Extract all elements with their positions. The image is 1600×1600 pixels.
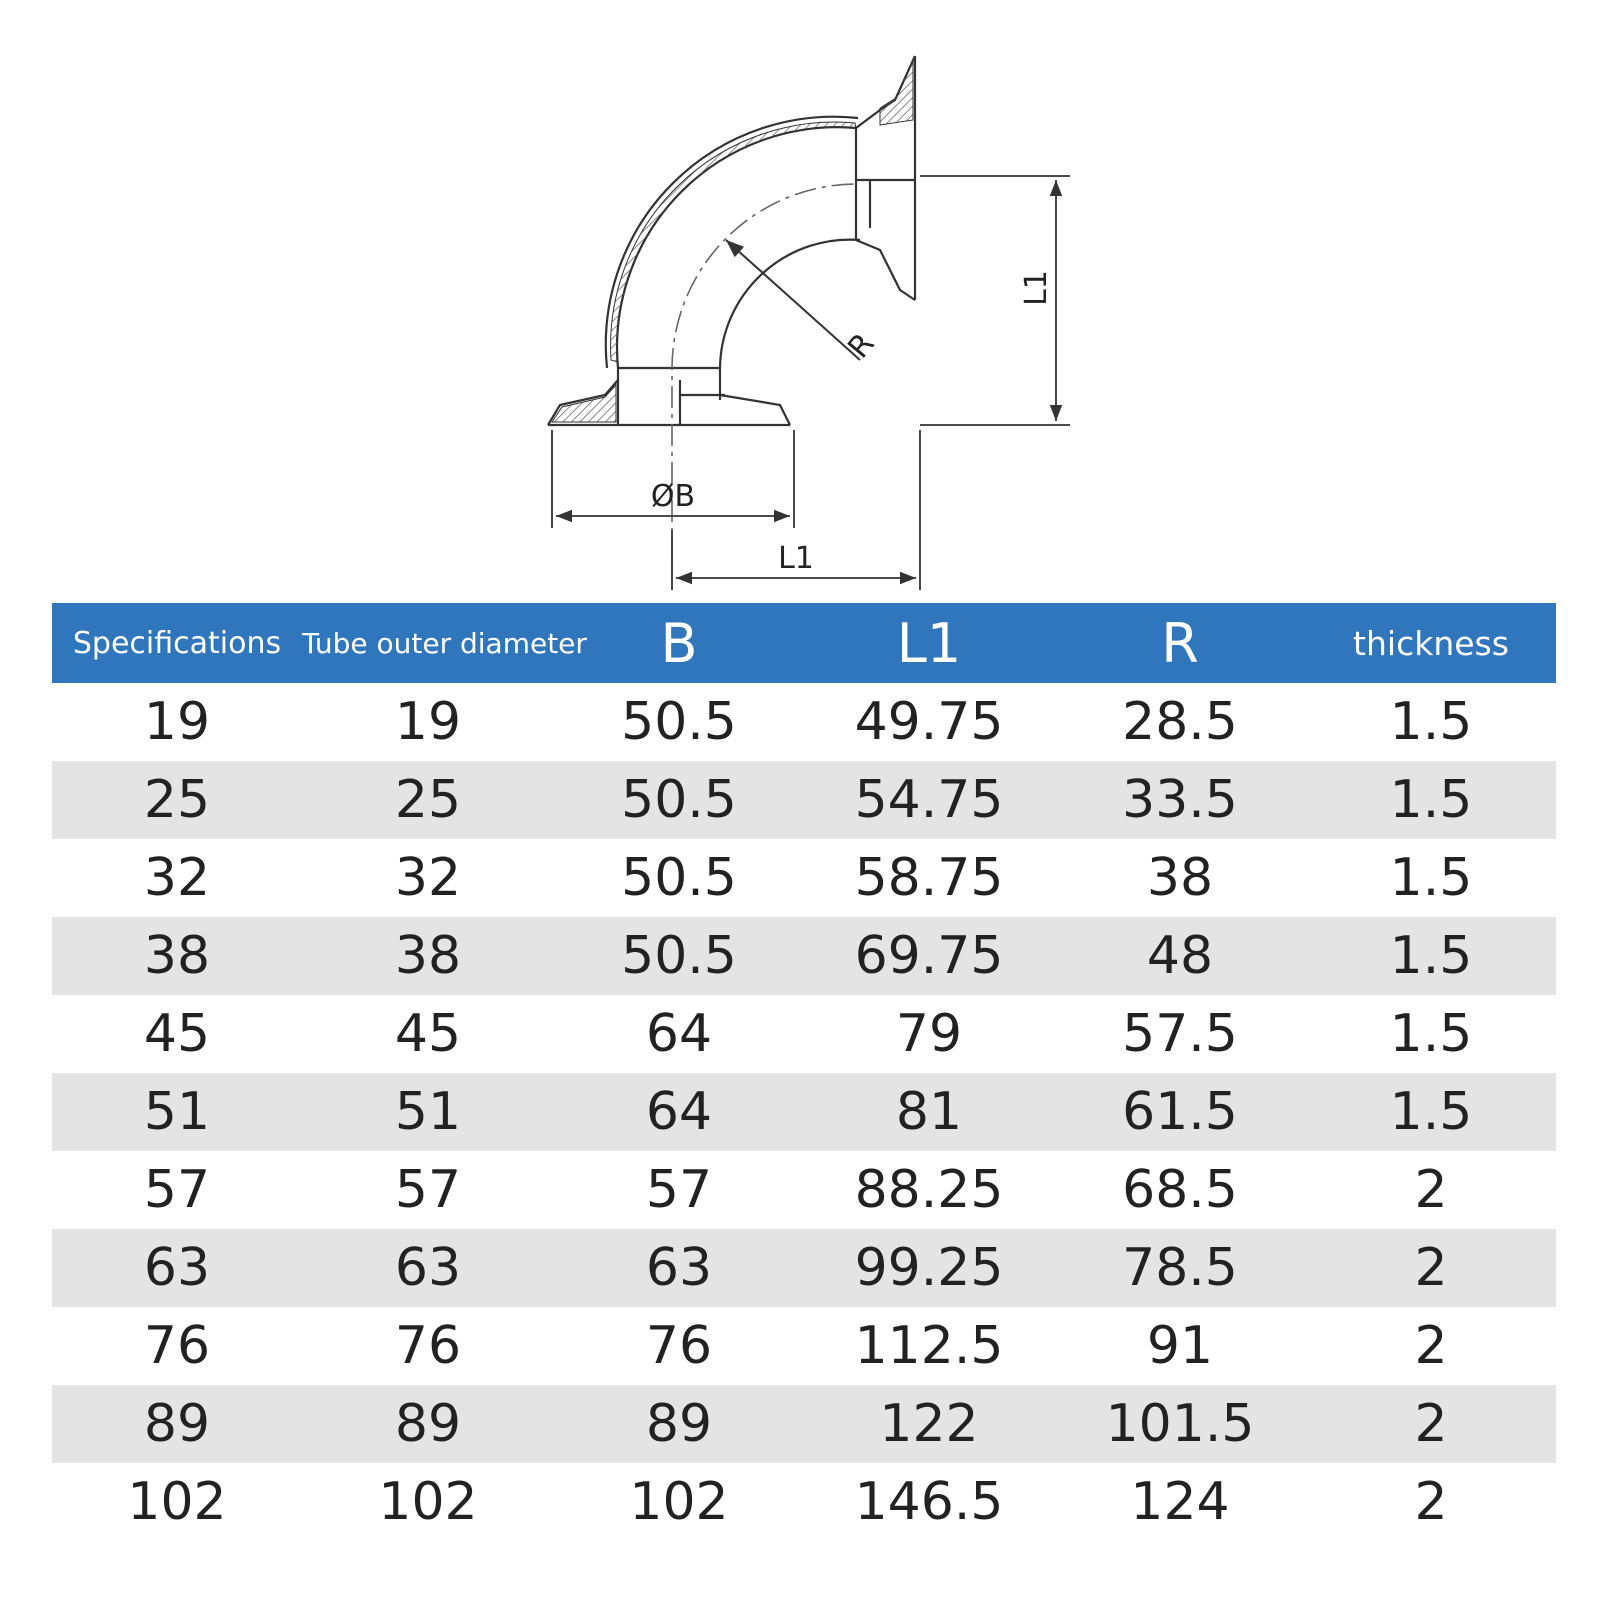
header-tube-outer-diameter: Tube outer diameter xyxy=(302,626,587,660)
cell-l1: 112.5 xyxy=(854,1316,1004,1376)
cell-tube-outer-diameter: 102 xyxy=(378,1472,478,1532)
cell-b: 50.5 xyxy=(621,848,737,908)
cell-tube-outer-diameter: 57 xyxy=(394,1160,462,1220)
cell-r: 78.5 xyxy=(1122,1238,1238,1298)
cell-thickness: 2 xyxy=(1414,1394,1448,1454)
cell-l1: 58.75 xyxy=(854,848,1004,908)
cell-thickness: 1.5 xyxy=(1389,1004,1473,1064)
cell-r: 33.5 xyxy=(1122,770,1238,830)
table-row xyxy=(52,761,1556,839)
table-row xyxy=(52,1463,1556,1541)
cell-tube-outer-diameter: 89 xyxy=(394,1394,462,1454)
table-row xyxy=(52,1073,1556,1151)
cell-l1: 54.75 xyxy=(854,770,1004,830)
cell-tube-outer-diameter: 76 xyxy=(394,1316,462,1376)
table-row xyxy=(52,1385,1556,1463)
cell-tube-outer-diameter: 19 xyxy=(394,692,462,752)
cell-r: 61.5 xyxy=(1122,1082,1238,1142)
cell-tube-outer-diameter: 63 xyxy=(394,1238,462,1298)
cell-thickness: 1.5 xyxy=(1389,926,1473,986)
cell-r: 124 xyxy=(1130,1472,1230,1532)
radius-dimension xyxy=(726,240,860,360)
cell-b: 50.5 xyxy=(621,770,737,830)
cell-tube-outer-diameter: 45 xyxy=(394,1004,462,1064)
cell-l1: 69.75 xyxy=(854,926,1004,986)
cell-specification: 32 xyxy=(143,848,211,908)
header-thickness: thickness xyxy=(1353,623,1509,663)
cell-specification: 51 xyxy=(143,1082,211,1142)
cell-b: 76 xyxy=(645,1316,713,1376)
cell-thickness: 1.5 xyxy=(1389,848,1473,908)
cell-thickness: 2 xyxy=(1414,1316,1448,1376)
header-l1: L1 xyxy=(896,611,962,675)
cell-b: 64 xyxy=(645,1082,713,1142)
cell-thickness: 1.5 xyxy=(1389,770,1473,830)
cell-tube-outer-diameter: 25 xyxy=(394,770,462,830)
cell-l1: 146.5 xyxy=(854,1472,1004,1532)
cell-specification: 57 xyxy=(143,1160,211,1220)
elbow-technical-drawing xyxy=(0,0,1600,600)
cell-r: 48 xyxy=(1146,926,1214,986)
cell-l1: 88.25 xyxy=(854,1160,1004,1220)
diameter-label: ØB xyxy=(650,479,696,514)
table-row xyxy=(52,839,1556,917)
table-row xyxy=(52,1307,1556,1385)
cell-tube-outer-diameter: 32 xyxy=(394,848,462,908)
table-row xyxy=(52,1151,1556,1229)
header-specifications: Specifications xyxy=(72,625,282,661)
header-r: R xyxy=(1161,611,1199,675)
cell-tube-outer-diameter: 38 xyxy=(394,926,462,986)
cell-b: 63 xyxy=(645,1238,713,1298)
cell-tube-outer-diameter: 51 xyxy=(394,1082,462,1142)
cell-specification: 25 xyxy=(143,770,211,830)
cell-specification: 76 xyxy=(143,1316,211,1376)
cell-l1: 122 xyxy=(879,1394,979,1454)
length-label-side: L1 xyxy=(1019,270,1054,306)
cell-l1: 99.25 xyxy=(854,1238,1004,1298)
cell-l1: 81 xyxy=(895,1082,963,1142)
cell-thickness: 1.5 xyxy=(1389,1082,1473,1142)
cell-b: 102 xyxy=(629,1472,729,1532)
cell-b: 64 xyxy=(645,1004,713,1064)
cell-specification: 63 xyxy=(143,1238,211,1298)
cell-thickness: 2 xyxy=(1414,1472,1448,1532)
length-label-bottom: L1 xyxy=(778,541,814,576)
cell-b: 57 xyxy=(645,1160,713,1220)
table-row xyxy=(52,1229,1556,1307)
cell-b: 50.5 xyxy=(621,692,737,752)
table-row xyxy=(52,683,1556,761)
cell-specification: 19 xyxy=(143,692,211,752)
cell-thickness: 2 xyxy=(1414,1238,1448,1298)
header-b: B xyxy=(660,611,698,675)
table-row xyxy=(52,995,1556,1073)
table-header-row xyxy=(52,603,1556,683)
cell-l1: 49.75 xyxy=(854,692,1004,752)
cell-specification: 38 xyxy=(143,926,211,986)
cell-r: 101.5 xyxy=(1105,1394,1255,1454)
radius-label: R xyxy=(841,326,882,366)
cell-r: 57.5 xyxy=(1122,1004,1238,1064)
cell-r: 38 xyxy=(1146,848,1214,908)
cell-thickness: 2 xyxy=(1414,1160,1448,1220)
spec-table xyxy=(52,603,1556,1541)
elbow-outline xyxy=(548,56,915,425)
table-row xyxy=(52,917,1556,995)
cell-l1: 79 xyxy=(895,1004,963,1064)
cell-r: 91 xyxy=(1146,1316,1214,1376)
cell-b: 50.5 xyxy=(621,926,737,986)
cell-r: 28.5 xyxy=(1122,692,1238,752)
cell-specification: 102 xyxy=(127,1472,227,1532)
cell-r: 68.5 xyxy=(1122,1160,1238,1220)
cell-specification: 89 xyxy=(143,1394,211,1454)
cell-b: 89 xyxy=(645,1394,713,1454)
cell-specification: 45 xyxy=(143,1004,211,1064)
cell-thickness: 1.5 xyxy=(1389,692,1473,752)
